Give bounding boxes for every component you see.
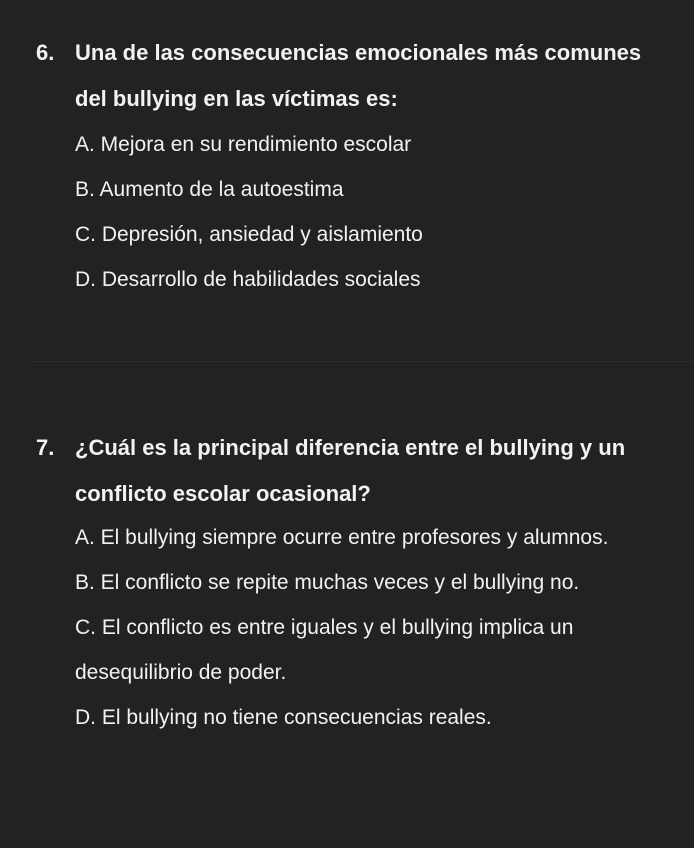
option-c[interactable]: C. Depresión, ansiedad y aislamiento: [75, 223, 423, 246]
option-a[interactable]: A. El bullying siempre ocurre entre profesores y alumnos.: [75, 526, 609, 549]
option-d[interactable]: D. El bullying no tiene consecuencias reales.: [75, 706, 492, 729]
question-6: [0, 30, 694, 302]
option-d[interactable]: D. Desarrollo de habilidades sociales: [75, 268, 421, 291]
question-text: ¿Cuál es la principal diferencia entre el bullying y un conflicto escolar ocasional?: [75, 435, 626, 506]
option-c[interactable]: C. El conflicto es entre iguales y el bullying implica un desequilibrio de poder.: [75, 616, 574, 684]
option-b[interactable]: B. Aumento de la autoestima: [75, 178, 344, 201]
question-number: 7.: [36, 435, 55, 460]
section-divider: [30, 361, 694, 362]
question-7: [0, 425, 694, 740]
answer-options: [0, 515, 619, 740]
option-a[interactable]: A. Mejora en su rendimiento escolar: [75, 133, 412, 156]
answer-options: [0, 122, 619, 302]
question-header: [0, 425, 694, 517]
question-text: Una de las consecuencias emocionales más comunes del bullying en las víctimas es:: [75, 40, 642, 111]
question-number: 6.: [36, 40, 55, 65]
option-b[interactable]: B. El conflicto se repite muchas veces y el bullying no.: [75, 571, 580, 594]
question-header: [0, 30, 694, 122]
